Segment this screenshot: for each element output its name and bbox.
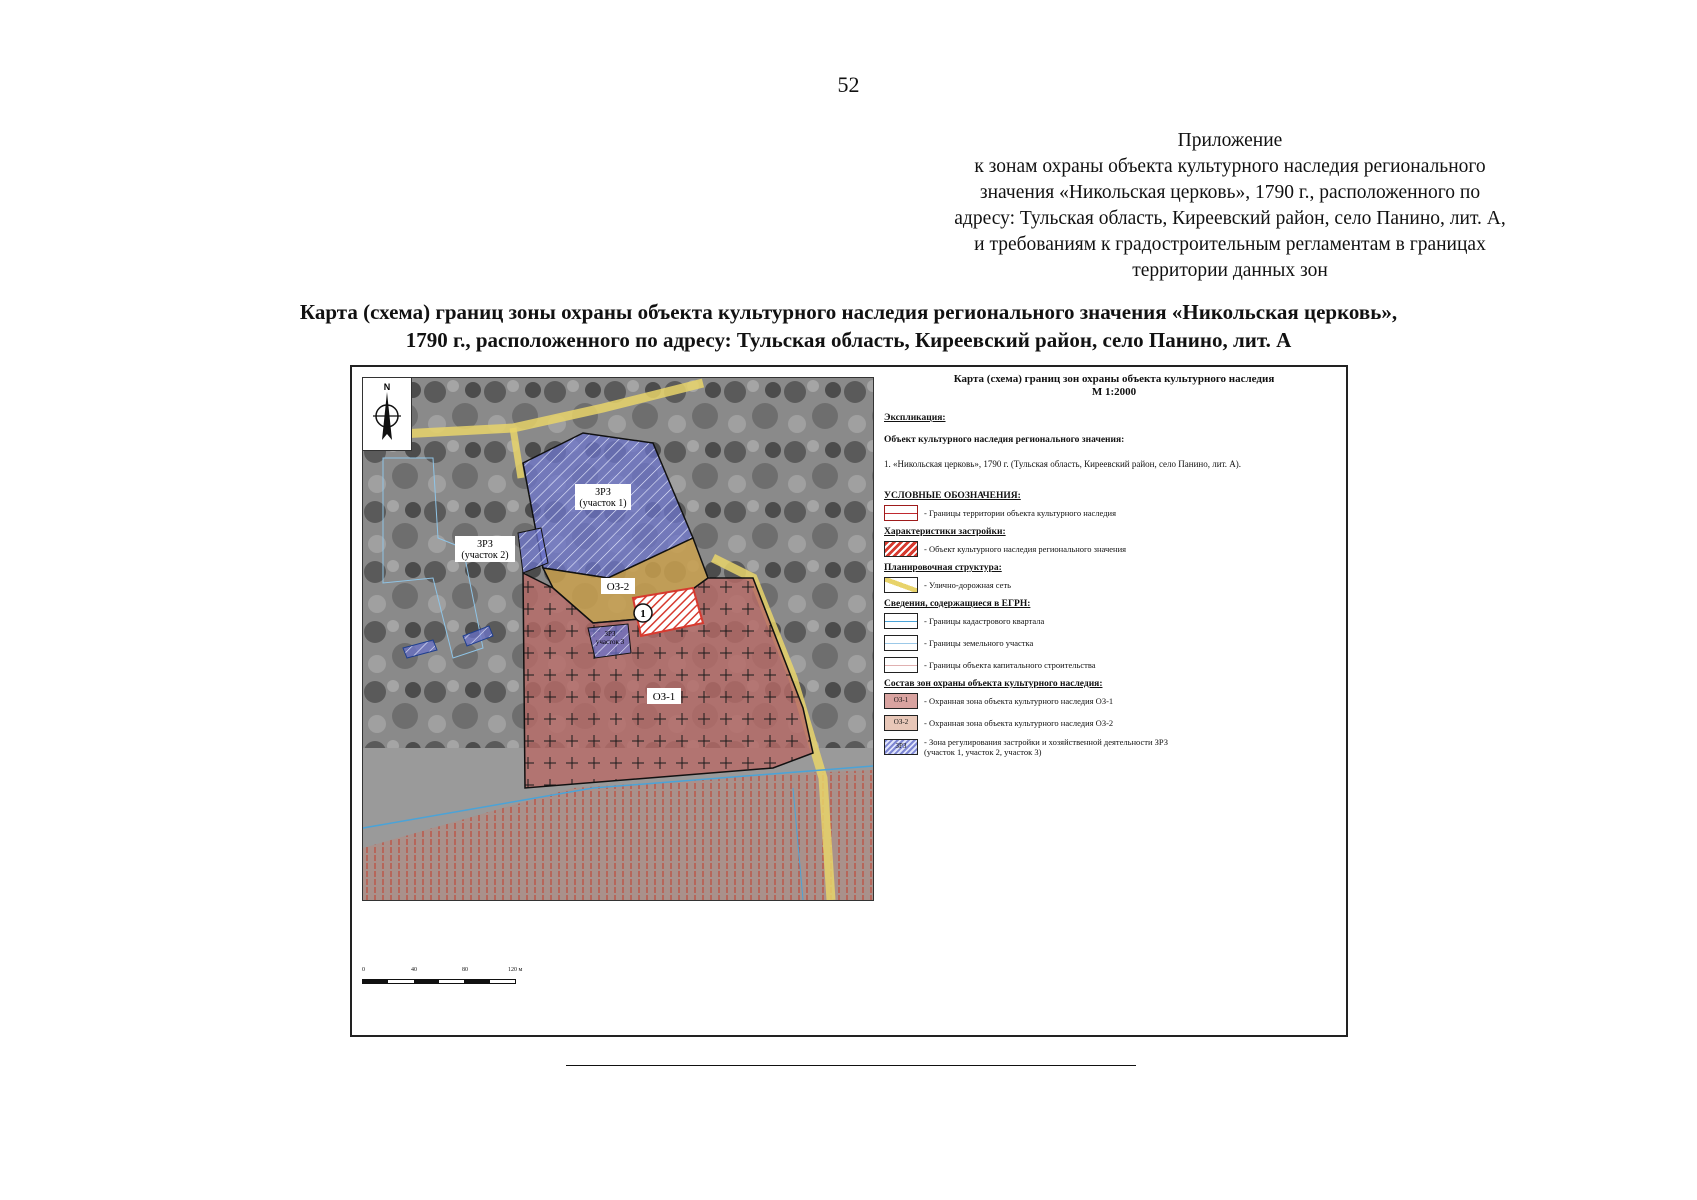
legend-oz1-text: - Охранная зона объекта культурного наследия ОЗ-1 [924, 696, 1114, 706]
label-zrz1 [575, 484, 631, 510]
map-sheet [350, 365, 1348, 1037]
legend-territory-text: - Границы территории объекта культурного наследия [924, 508, 1116, 518]
appendix-line: значения «Никольская церковь», 1790 г., расположенного по [979, 182, 1481, 203]
swatch-oz2-code: ОЗ-2 [893, 718, 909, 726]
closing-rule [566, 1065, 1136, 1066]
legend-building-text: - Границы объекта капитального строительства [924, 660, 1096, 670]
legend-zrz-text [924, 737, 1168, 757]
object-number: 1 [640, 608, 646, 620]
legend-building-heading: Характеристики застройки: [884, 527, 1006, 537]
legend-cadastral-text: - Границы кадастрового квартала [924, 616, 1045, 626]
swatch-oz1-code: ОЗ-1 [893, 696, 909, 704]
legend-planning-heading: Планировочная структура: [884, 563, 1002, 573]
appendix-line: и требованиям к градостроительным регламентам в границах [974, 234, 1486, 255]
label-zrz3-line2: участок 3 [595, 638, 625, 646]
legend-row-oz2 [884, 715, 1344, 731]
legend-row-cadastral [884, 613, 1344, 629]
swatch-territory-border [884, 505, 918, 521]
appendix-line: Приложение [1177, 130, 1283, 151]
label-zrz2-line2: (участок 2) [461, 550, 509, 561]
swatch-oz2 [884, 715, 918, 731]
map-drawing [363, 378, 873, 900]
legend-road-text: - Улично-дорожная сеть [924, 580, 1012, 590]
legend-land-plot-text: - Границы земельного участка [924, 638, 1034, 648]
legend-row-land-plot [884, 635, 1344, 651]
scale-tick-label: 40 [411, 967, 417, 973]
north-arrow [363, 378, 412, 451]
legend-scale: М 1:2000 [1091, 386, 1137, 398]
legend-zones-heading: Состав зон охраны объекта культурного наследия: [884, 679, 1103, 689]
north-arrow-icon [363, 378, 411, 450]
label-oz2-text: ОЗ-2 [606, 581, 630, 593]
legend-row-heritage [884, 541, 1344, 557]
scale-tick-label: 80 [462, 967, 468, 973]
object-number-marker [634, 604, 652, 622]
swatch-oz1 [884, 693, 918, 709]
swatch-road [884, 577, 918, 593]
north-label: N [383, 382, 391, 392]
legend-zrz-line: - Зона регулирования застройки и хозяйственной деятельности ЗРЗ [924, 737, 1169, 747]
appendix-line: адресу: Тульская область, Киреевский район, село Панино, лит. А, [954, 208, 1506, 229]
swatch-zrz-code: ЗРЗ [895, 742, 907, 750]
legend-title [884, 373, 1344, 399]
legend-object-item: 1. «Никольская церковь», 1790 г. (Тульская область, Киреевский район, село Панино, лит. А). [884, 459, 1242, 469]
swatch-building [884, 657, 918, 673]
label-zrz1-line1: ЗРЗ [595, 487, 611, 498]
title-line: 1790 г., расположенного по адресу: Тульская область, Киреевский район, село Панино, лит. А [405, 328, 1292, 352]
map-panel [362, 377, 874, 901]
scale-bar [362, 967, 532, 1007]
label-zrz3-line1: ЗРЗ [604, 630, 616, 638]
label-oz2 [601, 578, 635, 594]
legend-row-building [884, 657, 1344, 673]
label-oz1 [647, 688, 681, 704]
swatch-heritage-object [884, 541, 918, 557]
label-zrz2 [455, 536, 515, 562]
appendix-line: территории данных зон [1132, 260, 1328, 281]
legend-egrn-heading: Сведения, содержащиеся в ЕГРН: [884, 599, 1031, 609]
scale-bar-graphic [362, 979, 516, 984]
legend-zrz-line: (участок 1, участок 2, участок 3) [924, 747, 1042, 757]
legend-object-heading: Объект культурного наследия регионального значения: [884, 435, 1125, 445]
document-title [120, 298, 1577, 354]
swatch-cadastral [884, 613, 918, 629]
legend-title-line: Карта (схема) границ зон охраны объекта культурного наследия [953, 373, 1275, 385]
legend-row-zrz [884, 737, 1344, 757]
legend-explication: Экспликация: [884, 413, 946, 423]
appendix-line: к зонам охраны объекта культурного наследия регионального [974, 156, 1486, 177]
swatch-land-plot [884, 635, 918, 651]
title-line: Карта (схема) границ зоны охраны объекта культурного наследия регионального значения «Никольская церковь», [299, 300, 1398, 324]
map-legend [884, 373, 1344, 763]
page-number: 52 [837, 72, 860, 97]
label-zrz2-line1: ЗРЗ [477, 539, 493, 550]
legend-oz2-text: - Охранная зона объекта культурного наследия ОЗ-2 [924, 718, 1114, 728]
label-zrz1-line2: (участок 1) [579, 498, 627, 509]
label-oz1-text: ОЗ-1 [652, 691, 676, 703]
swatch-zrz [884, 739, 918, 755]
scale-tick-label: 0 [362, 967, 365, 973]
legend-row-oz1 [884, 693, 1344, 709]
scale-tick-label: 120 м [508, 967, 523, 973]
legend-row-road [884, 577, 1344, 593]
legend-heritage-text: - Объект культурного наследия регионального значения [924, 544, 1127, 554]
legend-symbols-heading: УСЛОВНЫЕ ОБОЗНАЧЕНИЯ: [884, 491, 1021, 501]
appendix-note [900, 128, 1560, 284]
legend-row-territory [884, 505, 1344, 521]
